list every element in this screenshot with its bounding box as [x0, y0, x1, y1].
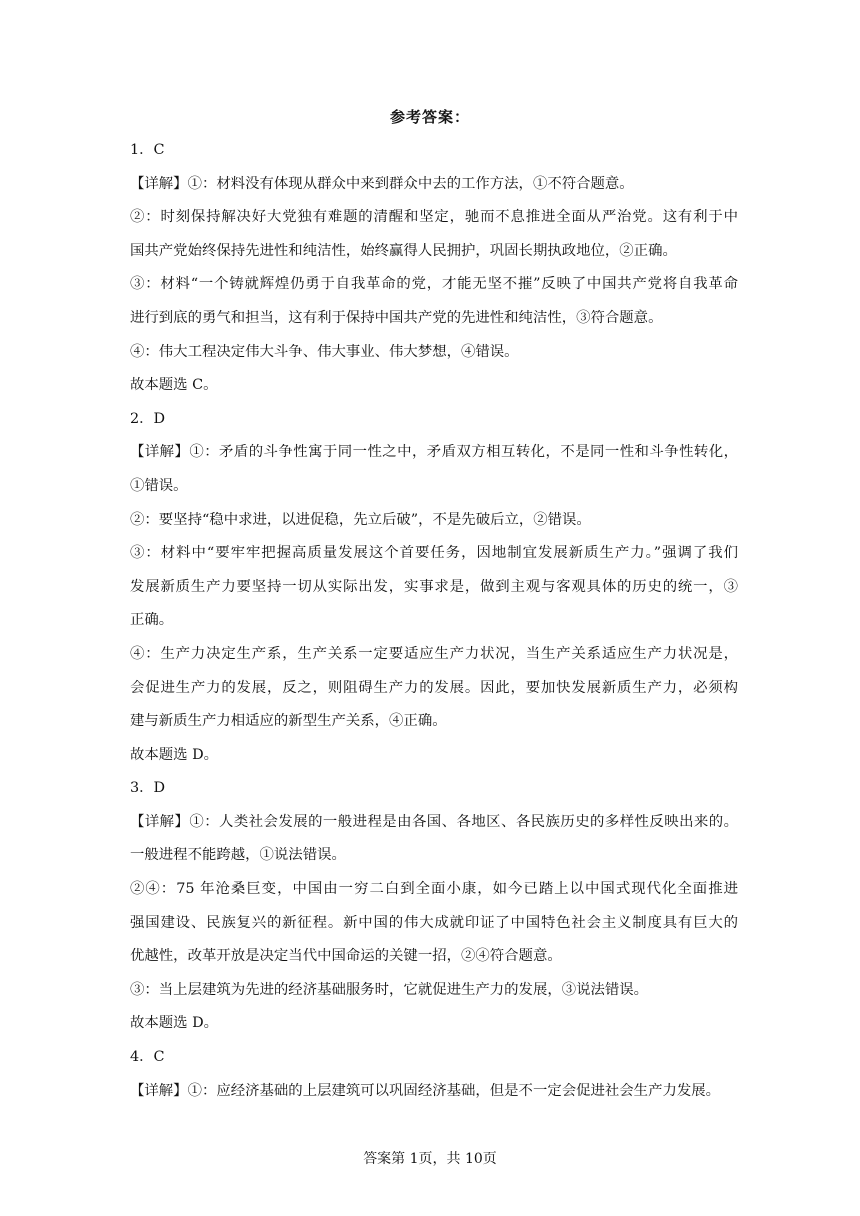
text-line: 4．C: [130, 1049, 165, 1066]
page-title: 参考答案：: [389, 108, 470, 126]
text-line: 正确。: [130, 612, 174, 629]
text-line: 国共产党始终保持先进性和纯洁性，始终赢得人民拥护，巩固长期执政地位，②正确。: [130, 242, 677, 259]
text-line: 2．D: [130, 410, 166, 427]
text-line: ③：材料中“要牢牢把握高质量发展这个首要任务，因地制宜发展新质生产力。”强调了我们: [130, 545, 738, 562]
text-line: 强国建设、民族复兴的新征程。新中国的伟大成就印证了中国特色社会主义制度具有巨大的: [130, 914, 738, 931]
text-line: 进行到底的勇气和担当，这有利于保持中国共产党的先进性和纯洁性，③符合题意。: [130, 309, 663, 326]
text-line: 建与新质生产力相适应的新型生产关系，④正确。: [130, 713, 447, 730]
text-line: 会促进生产力的发展，反之，则阻碍生产力的发展。因此，要加快发展新质生产力，必须构: [130, 679, 738, 696]
text-line: 3．D: [130, 780, 166, 797]
text-line: 1．C: [130, 142, 165, 158]
text-line: ①错误。: [130, 477, 188, 494]
text-line: ②：时刻保持解决好大党独有难题的清醒和坚定，驰而不息推进全面从严治党。这有利于中: [130, 209, 738, 226]
text-line: 一般进程不能跨越，①说法错误。: [130, 847, 346, 864]
text-line: 【详解】①：矛盾的斗争性寓于同一性之中，矛盾双方相互转化，不是同一性和斗争性转化，: [130, 444, 738, 461]
text-line: 优越性，改革开放是决定当代中国命运的关键一招，②④符合题意。: [130, 948, 562, 965]
text-line: 【详解】①：人类社会发展的一般进程是由各国、各地区、各民族历史的多样性反映出来的。: [130, 813, 738, 830]
text-line: 发展新质生产力要坚持一切从实际出发，实事求是，做到主观与客观具体的历史的统一，③: [130, 578, 738, 595]
page-footer: 答案第 1页，共 10页: [363, 1151, 497, 1167]
text-line: ②：要坚持“稳中求进，以进促稳，先立后破”，不是先破后立，②错误。: [130, 511, 591, 528]
text-line: 【详解】①：应经济基础的上层建筑可以巩固经济基础，但是不一定会促进社会生产力发展。: [130, 1082, 721, 1099]
answer-content: [130, 134, 738, 1108]
text-line: ③：当上层建筑为先进的经济基础服务时，它就促进生产力的发展，③说法错误。: [130, 981, 649, 998]
text-line: 故本题选 D。: [130, 746, 219, 763]
text-line: ②④：75 年沧桑巨变，中国由一穷二白到全面小康，如今已踏上以中国式现代化全面推进: [130, 881, 738, 898]
text-line: 故本题选 C。: [130, 377, 218, 394]
text-line: 【详解】①：材料没有体现从群众中来到群众中去的工作方法，①不符合题意。: [130, 175, 634, 192]
text-line: ③：材料“一个铸就辉煌仍勇于自我革命的党，才能无坚不摧”反映了中国共产党将自我革命: [130, 276, 738, 293]
text-line: 故本题选 D。: [130, 1015, 219, 1032]
text-line: ④：伟大工程决定伟大斗争、伟大事业、伟大梦想，④错误。: [130, 343, 519, 360]
text-line: ④：生产力决定生产系，生产关系一定要适应生产力状况，当生产关系适应生产力状况是，: [130, 645, 738, 662]
